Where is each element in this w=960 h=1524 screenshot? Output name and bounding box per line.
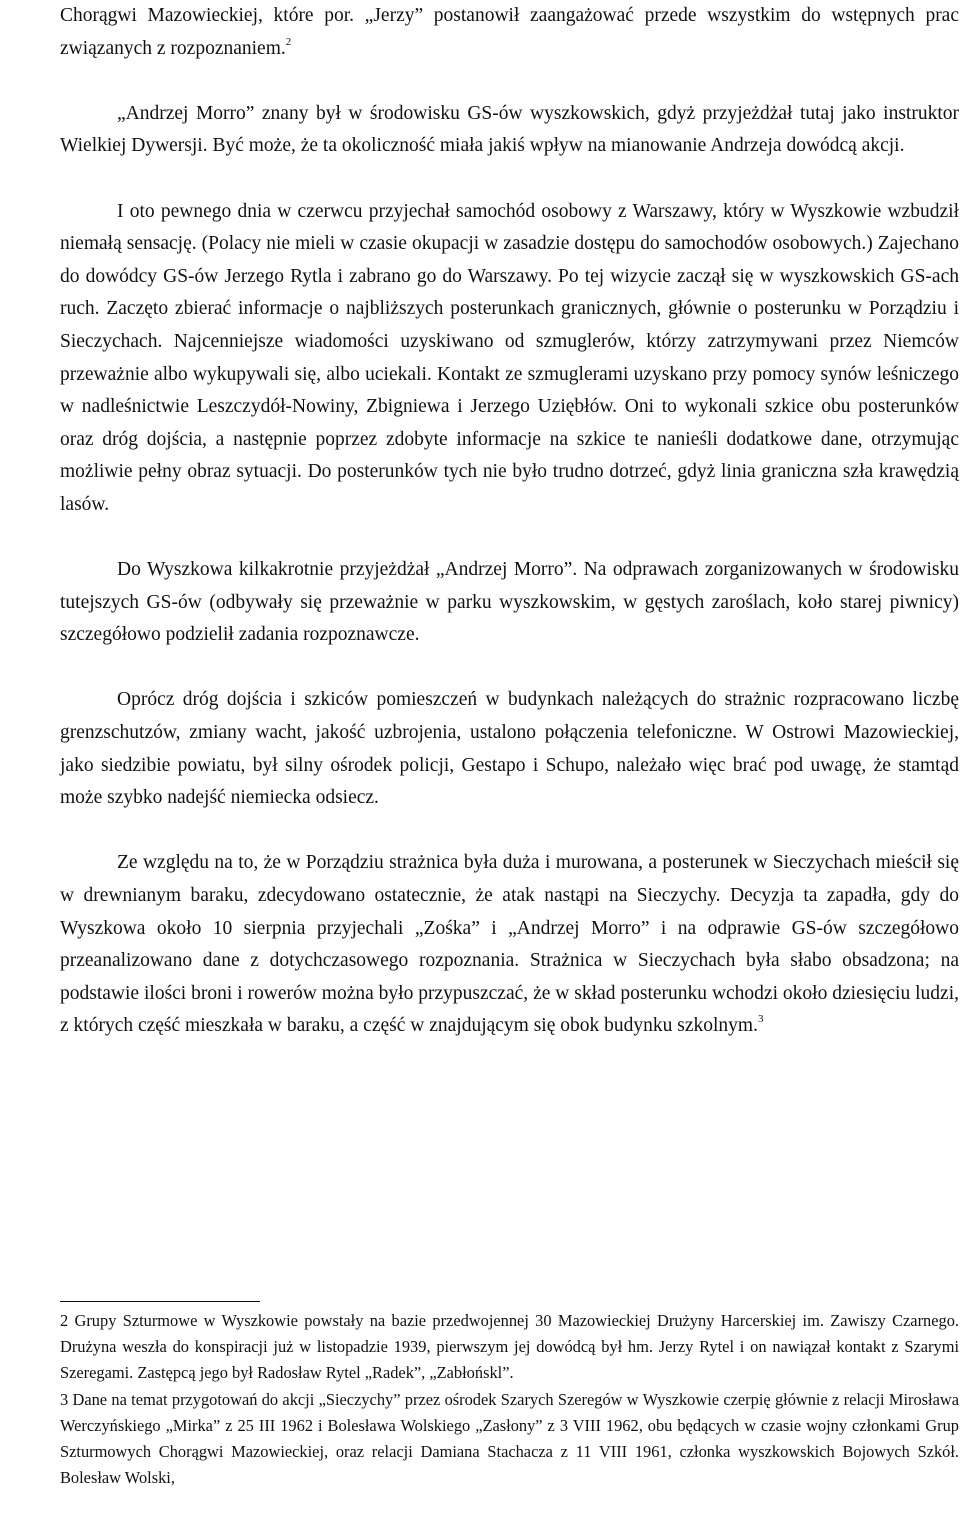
footnote-ref-2: 2 xyxy=(285,35,292,48)
paragraph-6-text: Ze względu na to, że w Porządziu strażnica była duża i murowana, a posterunek w Sieczychach mieścił się w drewnianym baraku, zdecydowano ostatecznie, że atak nastąpi na Sieczychy. Decyzja ta zapadła, gdy do Wyszkowa około 10 sierpnia przyjechali „Zośka” i „Andrzej Morro” i na odprawie GS-ów szczegółowo przeanalizowano dane z dotychczasowego rozpoznania. Strażnica w Sieczychach była słabo obsadzona; na podstawie ilości broni i rowerów można było przypuszczać, że w skład posterunku wchodzi około dziesięciu ludzi, z których część mieszkała w baraku, a część w znajdującym się obok budynku szkolnym. xyxy=(60,852,959,1037)
paragraph-3: I oto pewnego dnia w czerwcu przyjechał samochód osobowy z Warszawy, który w Wyszkowie wzbudził niemałą sensację. (Polacy nie mieli w czasie okupacji w zasadzie dostępu do samochodów osobowych.) Zajechano do dowódcy GS-ów Jerzego Rytla i zabrano go do Warszawy. Po tej wizycie zaczął się w wyszkowskich GS-ach ruch. Zaczęto zbierać informacje o najbliższych posterunkach granicznych, głównie o posterunku w Porządziu i Sieczychach. Najcenniejsze wiadomości uzyskiwano od szmuglerów, którzy zatrzymywani przez Niemców przeważnie albo wykupywali się, albo uciekali. Kontakt ze szmuglerami uzyskano przy pomocy synów leśniczego w nadleśnictwie Leszczydół-Nowiny, Zbigniewa i Jerzego Uziębłów. Oni to wykonali szkice obu posterunków oraz dróg dojścia, a następnie poprzez zdobyte informacje na szkice te nanieśli dodatkowe dane, otrzymując możliwie pełny obraz sytuacji. Do posterunków tych nie było trudno dotrzeć, gdyż linia graniczna szła krawędzią lasów. xyxy=(60,200,959,515)
footnote-2: 2 Grupy Szturmowe w Wyszkowie powstały na bazie przedwojennej 30 Mazowieckiej Drużyny Harcerskiej im. Zawiszy Czarnego. Drużyna weszła do konspiracji już w listopadzie 1939, pierwszym jej dowódcą był hm. Jerzy Rytel i on nawiązał kontakt z Szarymi Szeregami. Zastępcą jego był Radosław Rytel „Radek”, „Zabłońskl”. xyxy=(60,1311,959,1383)
paragraph-4: Do Wyszkowa kilkakrotnie przyjeżdżał „Andrzej Morro”. Na odprawach zorganizowanych w środowisku tutejszych GS-ów (odbywały się przeważnie w parku wyszkowskim, w gęstych zaroślach, koło starej piwnicy) szczegółowo podzielił zadania rozpoznawcze. xyxy=(60,559,959,646)
paragraph-1-text: Chorągwi Mazowieckiej, które por. „Jerzy” postanowił zaangażować przede wszystkim do wstępnych prac związanych z rozpoznaniem. xyxy=(60,5,959,59)
footnotes xyxy=(60,1308,959,1491)
footnote-ref-3: 3 xyxy=(757,1013,764,1026)
paragraph-1 xyxy=(60,0,959,65)
footnote-3: 3 Dane na temat przygotowań do akcji „Sieczychy” przez ośrodek Szarych Szeregów w Wyszkowie czerpię głównie z relacji Mirosława Werczyńskiego „Mirka” z 25 III 1962 i Bolesława Wolskiego „Zasłony” z 3 VIII 1962, obu będących w czasie wojny członkami Grup Szturmowych Chorągwi Mazowieckiej, oraz relacji Damiana Stachacza z 11 VIII 1961, członka wyszkowskich Bojowych Szkół. Bolesław Wolski, xyxy=(60,1389,959,1488)
footnote-separator xyxy=(60,1301,260,1302)
paragraph-2: „Andrzej Morro” znany był w środowisku GS-ów wyszkowskich, gdyż przyjeżdżał tutaj jako instruktor Wielkiej Dywersji. Być może, że ta okoliczność miała jakiś wpływ na mianowanie Andrzeja dowódcą akcji. xyxy=(60,102,959,157)
paragraph-gap xyxy=(60,815,959,848)
paragraph-5: Oprócz dróg dojścia i szkiców pomieszczeń w budynkach należących do strażnic rozpracowano liczbę grenzschutzów, zmiany wacht, jakość uzbrojenia, ustalono połączenia telefoniczne. W Ostrowi Mazowieckiej, jako siedzibie powiatu, był silny ośrodek policji, Gestapo i Schupo, należało więc brać pod uwagę, że stamtąd może szybko nadejść niemiecka odsiecz. xyxy=(60,689,959,809)
paragraph-gap xyxy=(60,652,959,685)
document-page xyxy=(60,0,959,1488)
paragraph-gap xyxy=(60,522,959,555)
paragraph-gap xyxy=(60,65,959,98)
paragraph-gap xyxy=(60,163,959,196)
paragraph-6 xyxy=(60,847,959,1043)
